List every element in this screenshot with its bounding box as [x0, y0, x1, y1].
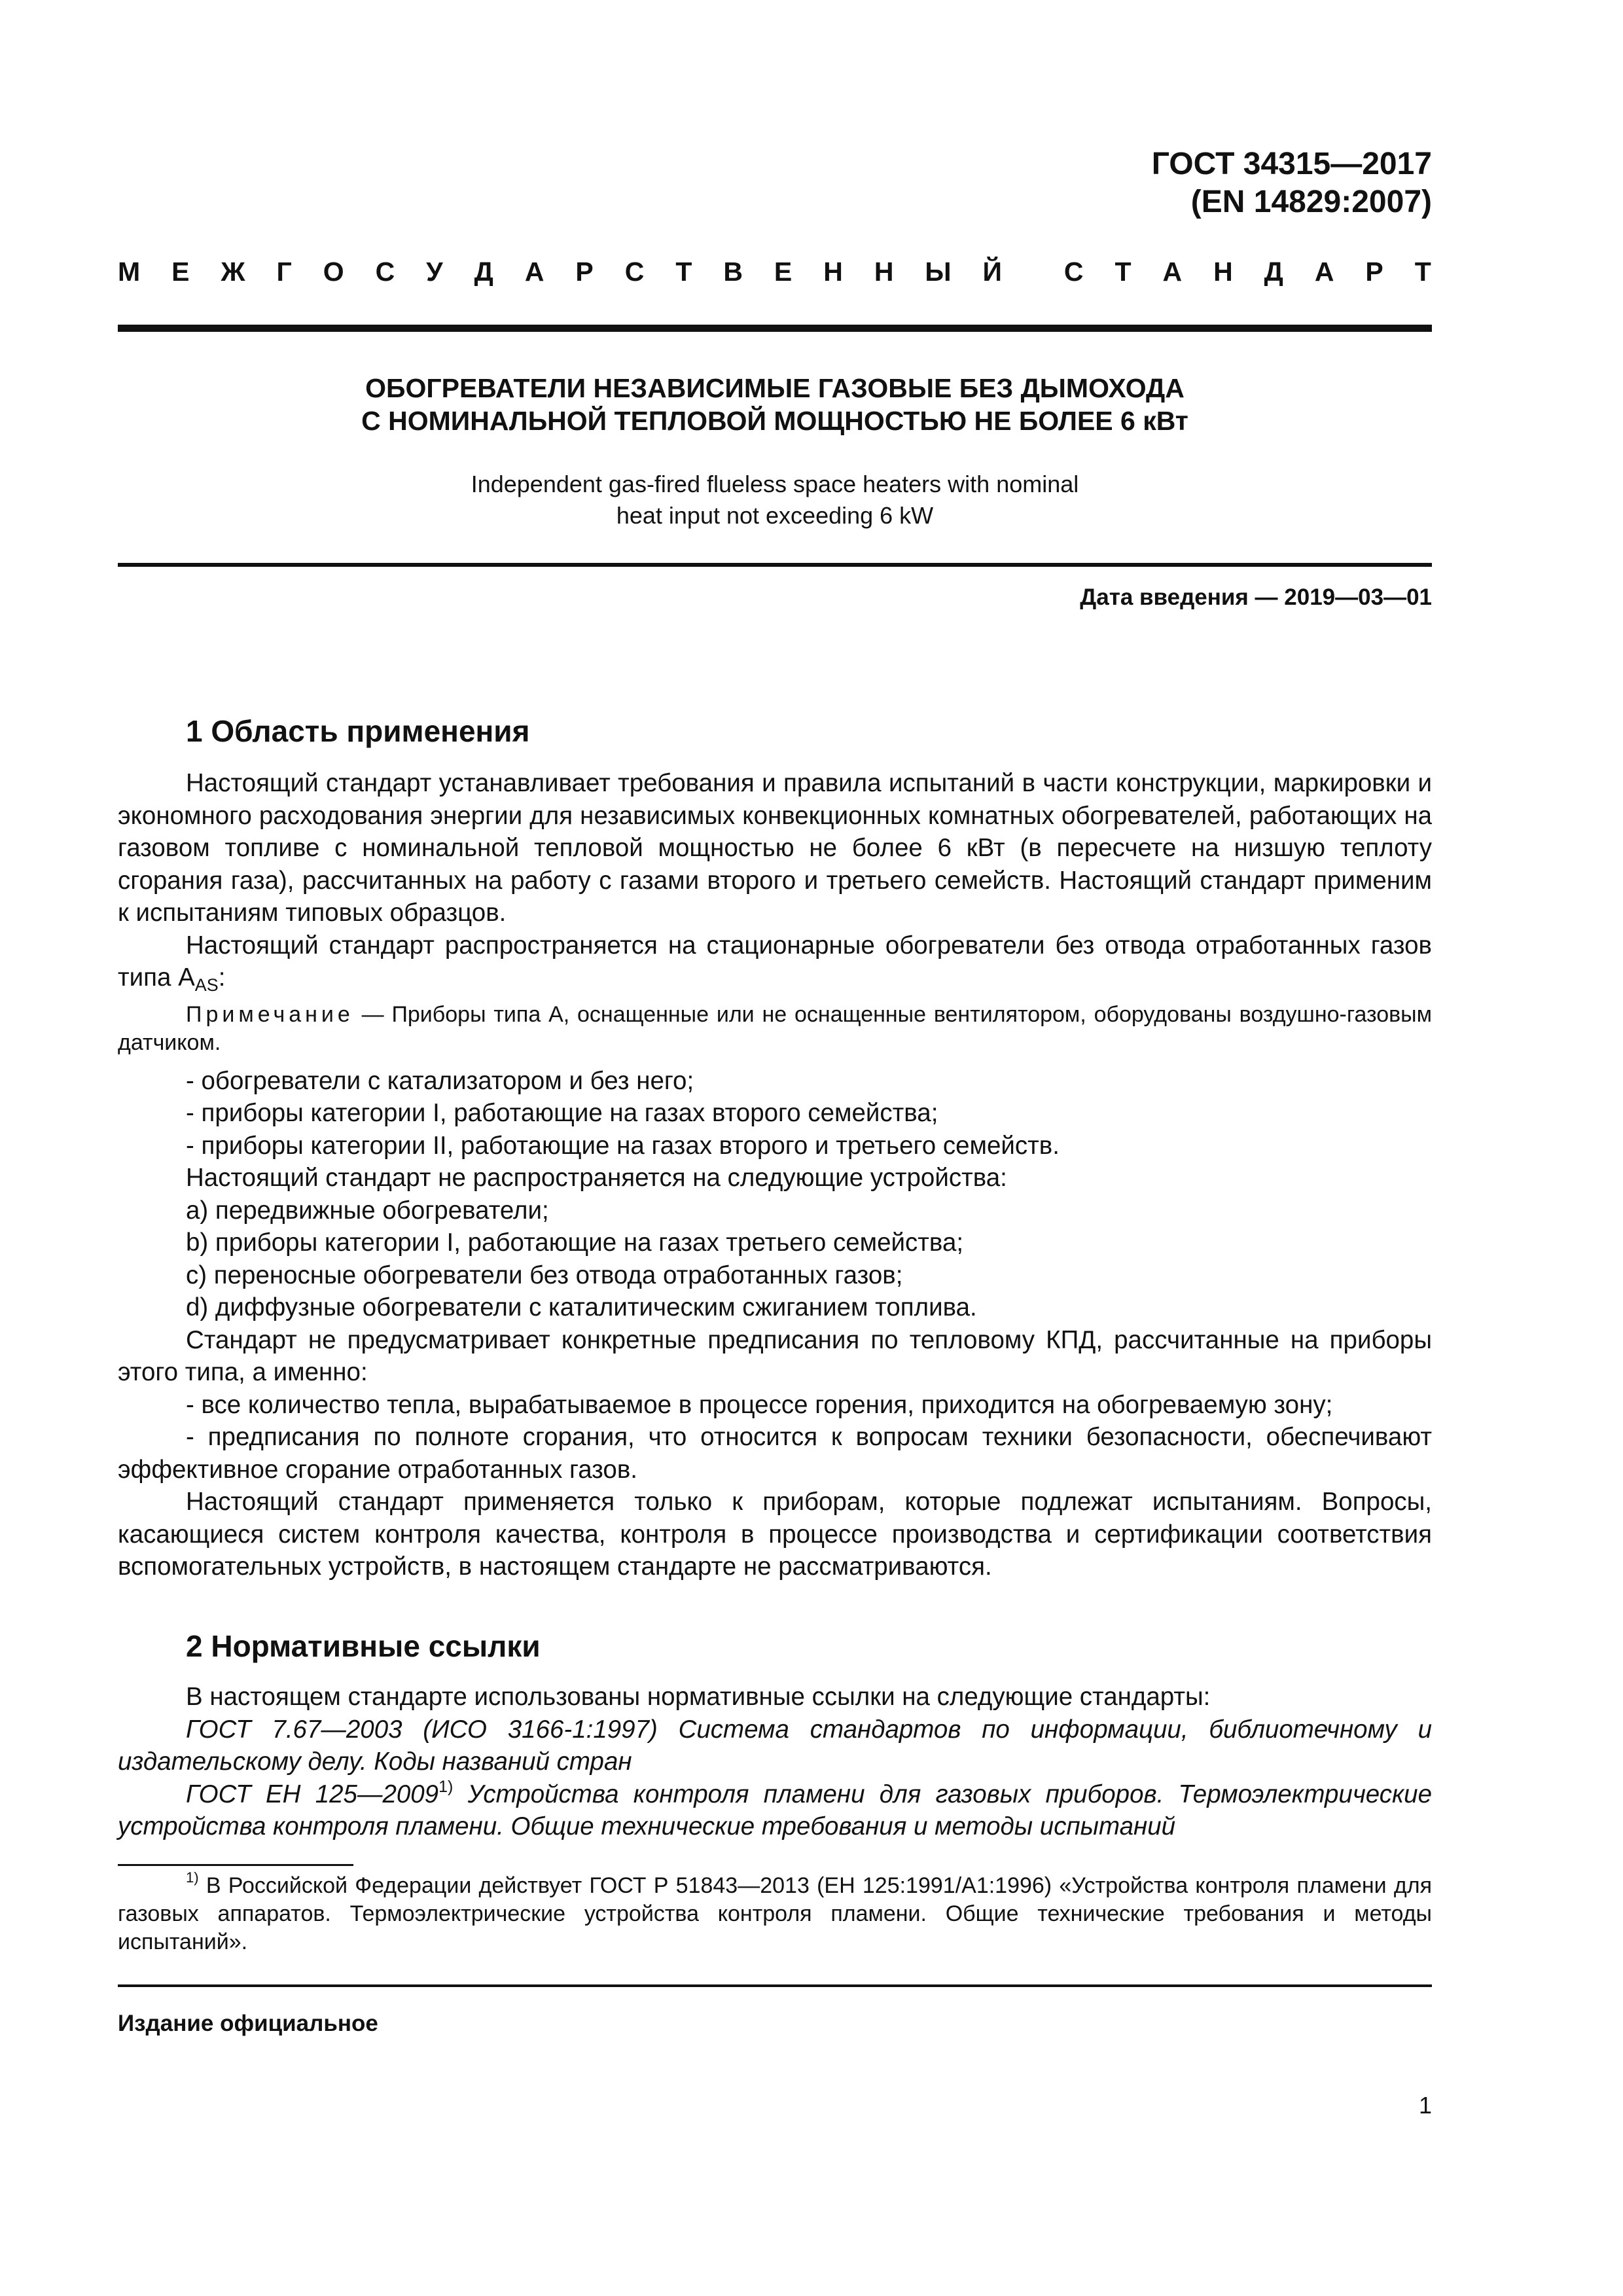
standard-type-letter: Р [1365, 257, 1384, 287]
standard-type-letter: Т [1414, 257, 1432, 287]
standard-type-letter: Н [1213, 257, 1234, 287]
title-rule [118, 563, 1432, 567]
list-item: a) передвижные обогреватели; [186, 1196, 549, 1225]
note-text: — Приборы типа A, оснащенные или не оснащенные вентилятором, оборудованы воздушно-газовым датчиком. [118, 1001, 1432, 1055]
standard-type-letter: А [1162, 257, 1183, 287]
standard-type-letter: Н [874, 257, 895, 287]
standard-type-letter: У [426, 257, 444, 287]
standard-type-letter: Ж [221, 257, 246, 287]
section-2-body [118, 1681, 1432, 1843]
list-item: b) приборы категории I, работающие на газах третьего семейства; [186, 1229, 964, 1257]
footer-rule [118, 1984, 1432, 1987]
title-english-line-2: heat input not exceeding 6 kW [616, 502, 934, 529]
paragraph-2-text: Настоящий стандарт распространяется на стационарные обогреватели без отвода отработанных газов типа A [118, 931, 1432, 992]
title-english-line-1: Independent gas-fired flueless space heaters with nominal [471, 471, 1079, 497]
paragraph-2-end: : [218, 963, 226, 992]
standard-number: ГОСТ 34315—2017 [1151, 147, 1432, 181]
reference-1: ГОСТ 7.67—2003 (ИСО 3166-1:1997) Система стандартов по информации, библиотечному и издательскому делу. Коды названий стран [118, 1715, 1432, 1776]
standard-type-letter: Т [1115, 257, 1132, 287]
section-1-body [118, 767, 1432, 1583]
standard-type-letter: Д [474, 257, 494, 287]
standard-type-letter: А [1314, 257, 1335, 287]
standard-type-letter: В [723, 257, 743, 287]
list-item: - обогреватели с катализатором и без него; [186, 1066, 694, 1095]
standard-type-letter: Т [675, 257, 693, 287]
standard-type-letter: Е [774, 257, 793, 287]
standard-type-heading [118, 257, 1432, 287]
list-item: c) переносные обогреватели без отвода отработанных газов; [186, 1261, 903, 1289]
footnote-marker: 1) [186, 1869, 199, 1886]
type-subscript: AS [194, 975, 219, 995]
reference-2-title: Устройства контроля пламени для газовых приборов. Термоэлектрические устройства контроля пламени. Общие технические требования и методы испытаний [118, 1780, 1433, 1840]
note [118, 1001, 1432, 1057]
edition-label: Издание официальное [118, 2011, 378, 2036]
title-english [118, 469, 1432, 531]
section-2-paragraph-1: В настоящем стандарте использованы нормативные ссылки на следующие стандарты: [186, 1683, 1211, 1711]
list-item: d) диффузные обогреватели с каталитическим сжиганием топлива. [186, 1293, 977, 1321]
reference-2 [118, 1778, 1432, 1843]
footnote-text: В Российской Федерации действует ГОСТ Р 51843—2013 (ЕН 125:1991/А1:1996) «Устройства контроля пламени для газовых аппаратов. Термоэлектрические устройства контроля пламени. Общие технические требования и методы испытаний». [118, 1873, 1432, 1954]
standard-type-letter: С [375, 257, 396, 287]
title-russian [118, 372, 1432, 437]
standard-type-letter: Г [276, 257, 293, 287]
list-item: - все количество тепла, вырабатываемое в процессе горения, приходится на обогреваемую зону; [186, 1390, 1333, 1419]
list-item: - предписания по полноте сгорания, что относится к вопросам техники безопасности, обеспечивают эффективное сгорание отработанных газов. [118, 1423, 1432, 1484]
section-1-paragraph-5: Настоящий стандарт применяется только к приборам, которые подлежат испытаниям. Вопросы, касающиеся систем контроля качества, контроля в процессе производства и сертификации соответствия вспомогательных устройств, в настоящем стандарте не рассматриваются. [118, 1488, 1432, 1581]
section-1-paragraph-3: Настоящий стандарт не распространяется на следующие устройства: [186, 1164, 1007, 1192]
title-russian-line-2: С НОМИНАЛЬНОЙ ТЕПЛОВОЙ МОЩНОСТЬЮ НЕ БОЛЕЕ 6 кВт [361, 406, 1188, 436]
section-1-paragraph-4: Стандарт не предусматривает конкретные предписания по тепловому КПД, рассчитанные на приборы этого типа, а именно: [118, 1325, 1432, 1386]
standard-type-letter: А [524, 257, 545, 287]
european-equivalent: (EN 14829:2007) [1190, 185, 1432, 219]
section-1-heading: 1 Область применения [186, 714, 530, 748]
list-item: - приборы категории II, работающие на газах второго и третьего семейств. [186, 1131, 1060, 1160]
section-1-paragraph-2 [118, 929, 1432, 994]
note-label: Примечание [186, 1001, 354, 1027]
standard-type-letter: Д [1264, 257, 1284, 287]
standard-type-letter: Й [982, 257, 1003, 287]
intro-date: Дата введения — 2019—03—01 [1080, 584, 1432, 610]
list-item: - приборы категории I, работающие на газах второго семейства; [186, 1099, 938, 1127]
page-number: 1 [1418, 2092, 1432, 2119]
reference-2-code: ГОСТ ЕН 125—2009 [186, 1780, 439, 1808]
standard-number-block [1152, 145, 1432, 221]
section-2-heading: 2 Нормативные ссылки [186, 1629, 541, 1663]
standard-type-letter: Н [823, 257, 844, 287]
footnote-rule [118, 1864, 353, 1866]
header-rule [118, 325, 1432, 332]
standard-type-letter: С [1063, 257, 1084, 287]
footnote [118, 1869, 1432, 1956]
title-russian-line-1: ОБОГРЕВАТЕЛИ НЕЗАВИСИМЫЕ ГАЗОВЫЕ БЕЗ ДЫМОХОДА [365, 373, 1185, 403]
footnote-ref: 1) [438, 1777, 454, 1796]
standard-type-letter: М [118, 257, 141, 287]
section-1-paragraph-1: Настоящий стандарт устанавливает требования и правила испытаний в части конструкции, маркировки и экономного расходования энергии для независимых конвекционных комнатных обогревателей, работающих на газовом топливе с номинальной тепловой мощностью не более 6 кВт (в пересчете на низшую теплоту сгорания газа), рассчитанных на работу с газами второго и третьего семейств. Настоящий стандарт применим к испытаниям типовых образцов. [118, 769, 1432, 927]
standard-type-letter: С [624, 257, 645, 287]
standard-type-letter: О [323, 257, 345, 287]
standard-type-letter: Ы [925, 257, 952, 287]
standard-type-letter: Р [575, 257, 594, 287]
standard-type-letter: Е [171, 257, 190, 287]
